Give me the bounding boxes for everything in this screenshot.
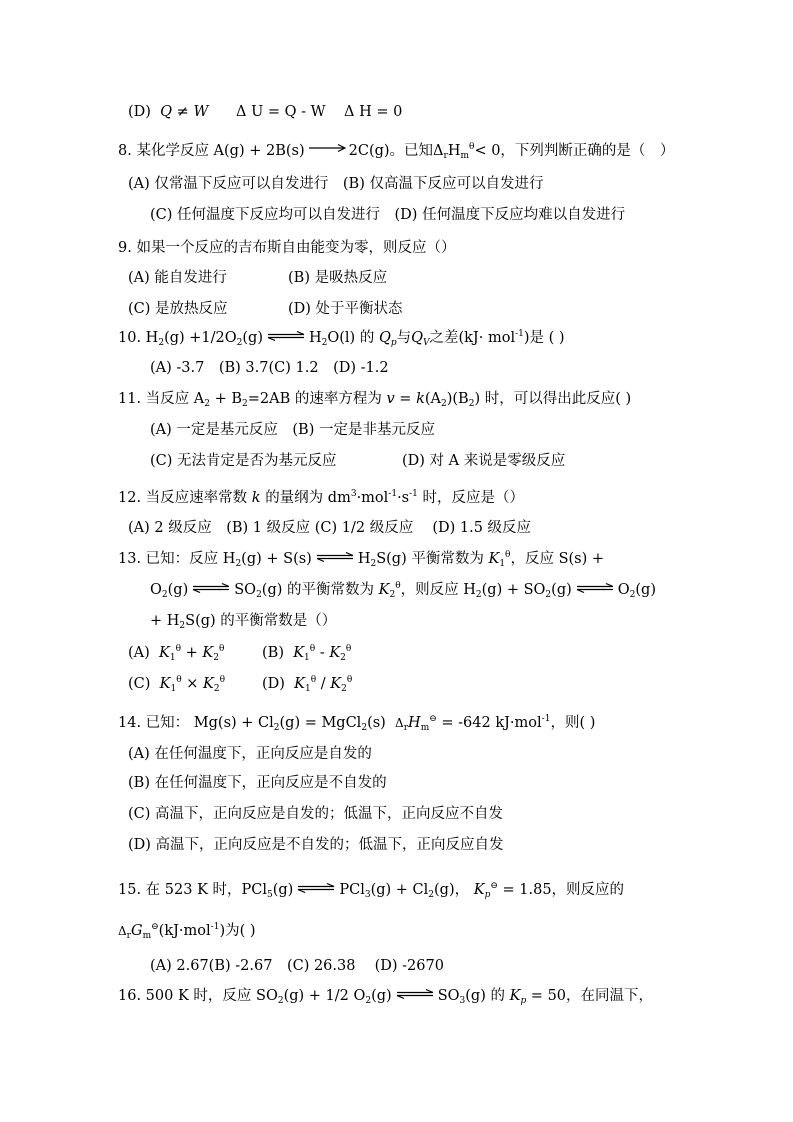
question-9-options-1: (A) 能自发进行 (B) 是吸热反应 (128, 270, 388, 286)
question-15: 15. 在 523 K 时，PCl$_5$(g) $PCl_3(g) + Cl_2(g)$， $K_p^⊖ = 1.85$，则反应的 (118, 881, 625, 900)
question-9: 9. 如果一个反应的吉布斯自由能变为零，则反应（） (118, 240, 456, 256)
question-15-options: (A) 2.67(B) -2.67 (C) 26.38 (D) -2670 (150, 958, 444, 974)
question-13-options-2: (C) $K_1^\theta \times K_2^\theta$ (D) $K_1^\theta / K_2^\theta$ (128, 675, 353, 694)
reaction-arrow-icon (308, 143, 346, 153)
question-11-options-2: (C) 无法肯定是否为基元反应 (D) 对 A 来说是零级反应 (150, 453, 566, 469)
question-13-options-1: (A) $K_1^\theta + K_2^\theta$ (B) $K_1^\theta - K_2^\theta$ (128, 644, 352, 663)
line-q7-option-d: (D) Q ≠ W Δ U = Q - W Δ H = 0 (128, 104, 403, 120)
equilibrium-arrow-icon (297, 883, 335, 893)
equilibrium-arrow-icon (192, 583, 230, 593)
question-10: 10. $H_2(g) +1/2O_2(g)$ $H_2O(l)$ 的 $Q_p$与$Q_V$之差(kJ· mol$^{-1}$)是 ( ) (118, 329, 565, 348)
question-8-options-1: (A) 仅常温下反应可以自发进行 (B) 仅高温下反应可以自发进行 (128, 176, 544, 192)
question-14-option-b: (B) 在任何温度下，正向反应是不自发的 (128, 775, 387, 791)
question-13-line-3: + $H_2S(g)$ 的平衡常数是（） (150, 613, 337, 631)
question-8: 8. 某化学反应 A(g) + 2B(s) 2C(g)。已知$\Delta_rH_m^\theta< 0$，下列判断正确的是（ ） (118, 142, 675, 161)
question-11: 11. 当反应 $A_2 + B_2=2AB$ 的速率方程为 $v = k(A_2)(B_2)$ 时，可以得出此反应( ) (118, 391, 632, 409)
equilibrium-arrow-icon (316, 552, 354, 562)
question-9-options-2: (C) 是放热反应 (D) 处于平衡状态 (128, 301, 403, 317)
question-15-line-2: $\Delta_rG_m^⊖(kJ\cdot mol^{-1})$为( ) (118, 922, 256, 941)
equilibrium-arrow-icon (267, 331, 305, 341)
question-11-options-1: (A) 一定是基元反应 (B) 一定是非基元反应 (150, 422, 435, 438)
question-8-options-2: (C) 任何温度下反应均可以自发进行 (D) 任何温度下反应均难以自发进行 (150, 207, 626, 223)
question-14-option-c: (C) 高温下，正向反应是自发的；低温下，正向反应不自发 (128, 806, 504, 822)
question-12-options: (A) 2 级反应 (B) 1 级反应 (C) 1/2 级反应 (D) 1.5 级反应 (128, 520, 532, 536)
question-14-option-a: (A) 在任何温度下，正向反应是自发的 (128, 746, 372, 762)
question-14-option-d: (D) 高温下，正向反应是不自发的；低温下，正向反应自发 (128, 837, 504, 853)
question-16: 16. 500 K 时，反应 $SO_2(g) + 1/2$ $O_2(g)$ $SO_3(g)$ 的 $K_p = 50$，在同温下， (118, 988, 654, 1006)
equilibrium-arrow-icon (396, 989, 434, 999)
question-10-options: (A) -3.7 (B) 3.7(C) 1.2 (D) -1.2 (150, 360, 389, 376)
question-14: 14. 已知： $Mg(s) + Cl_2(g)$ = MgCl$_2$(s) $\Delta_rH_m^⊖ = -642$ kJ·mol$^{-1}$，则( ) (118, 714, 596, 733)
equilibrium-arrow-icon (576, 583, 614, 593)
question-13-line-2: $O_2(g)$ $SO_2(g)$ 的平衡常数为 $K_2^\theta$，则反应 $H_2(g) + SO_2(g)$ $O_2(g)$ (150, 581, 656, 600)
question-12: 12. 当反应速率常数 k 的量纲为 $dm^3\cdot mol^{-1}\cdot s^{-1}$ 时，反应是（） (118, 489, 525, 506)
question-13-line-1: 13. 已知：反应 $H_2(g) + S(s)$ $H_2S(g)$ 平衡常数为 $K_1^\theta$，反应 S(s) + (118, 550, 605, 569)
